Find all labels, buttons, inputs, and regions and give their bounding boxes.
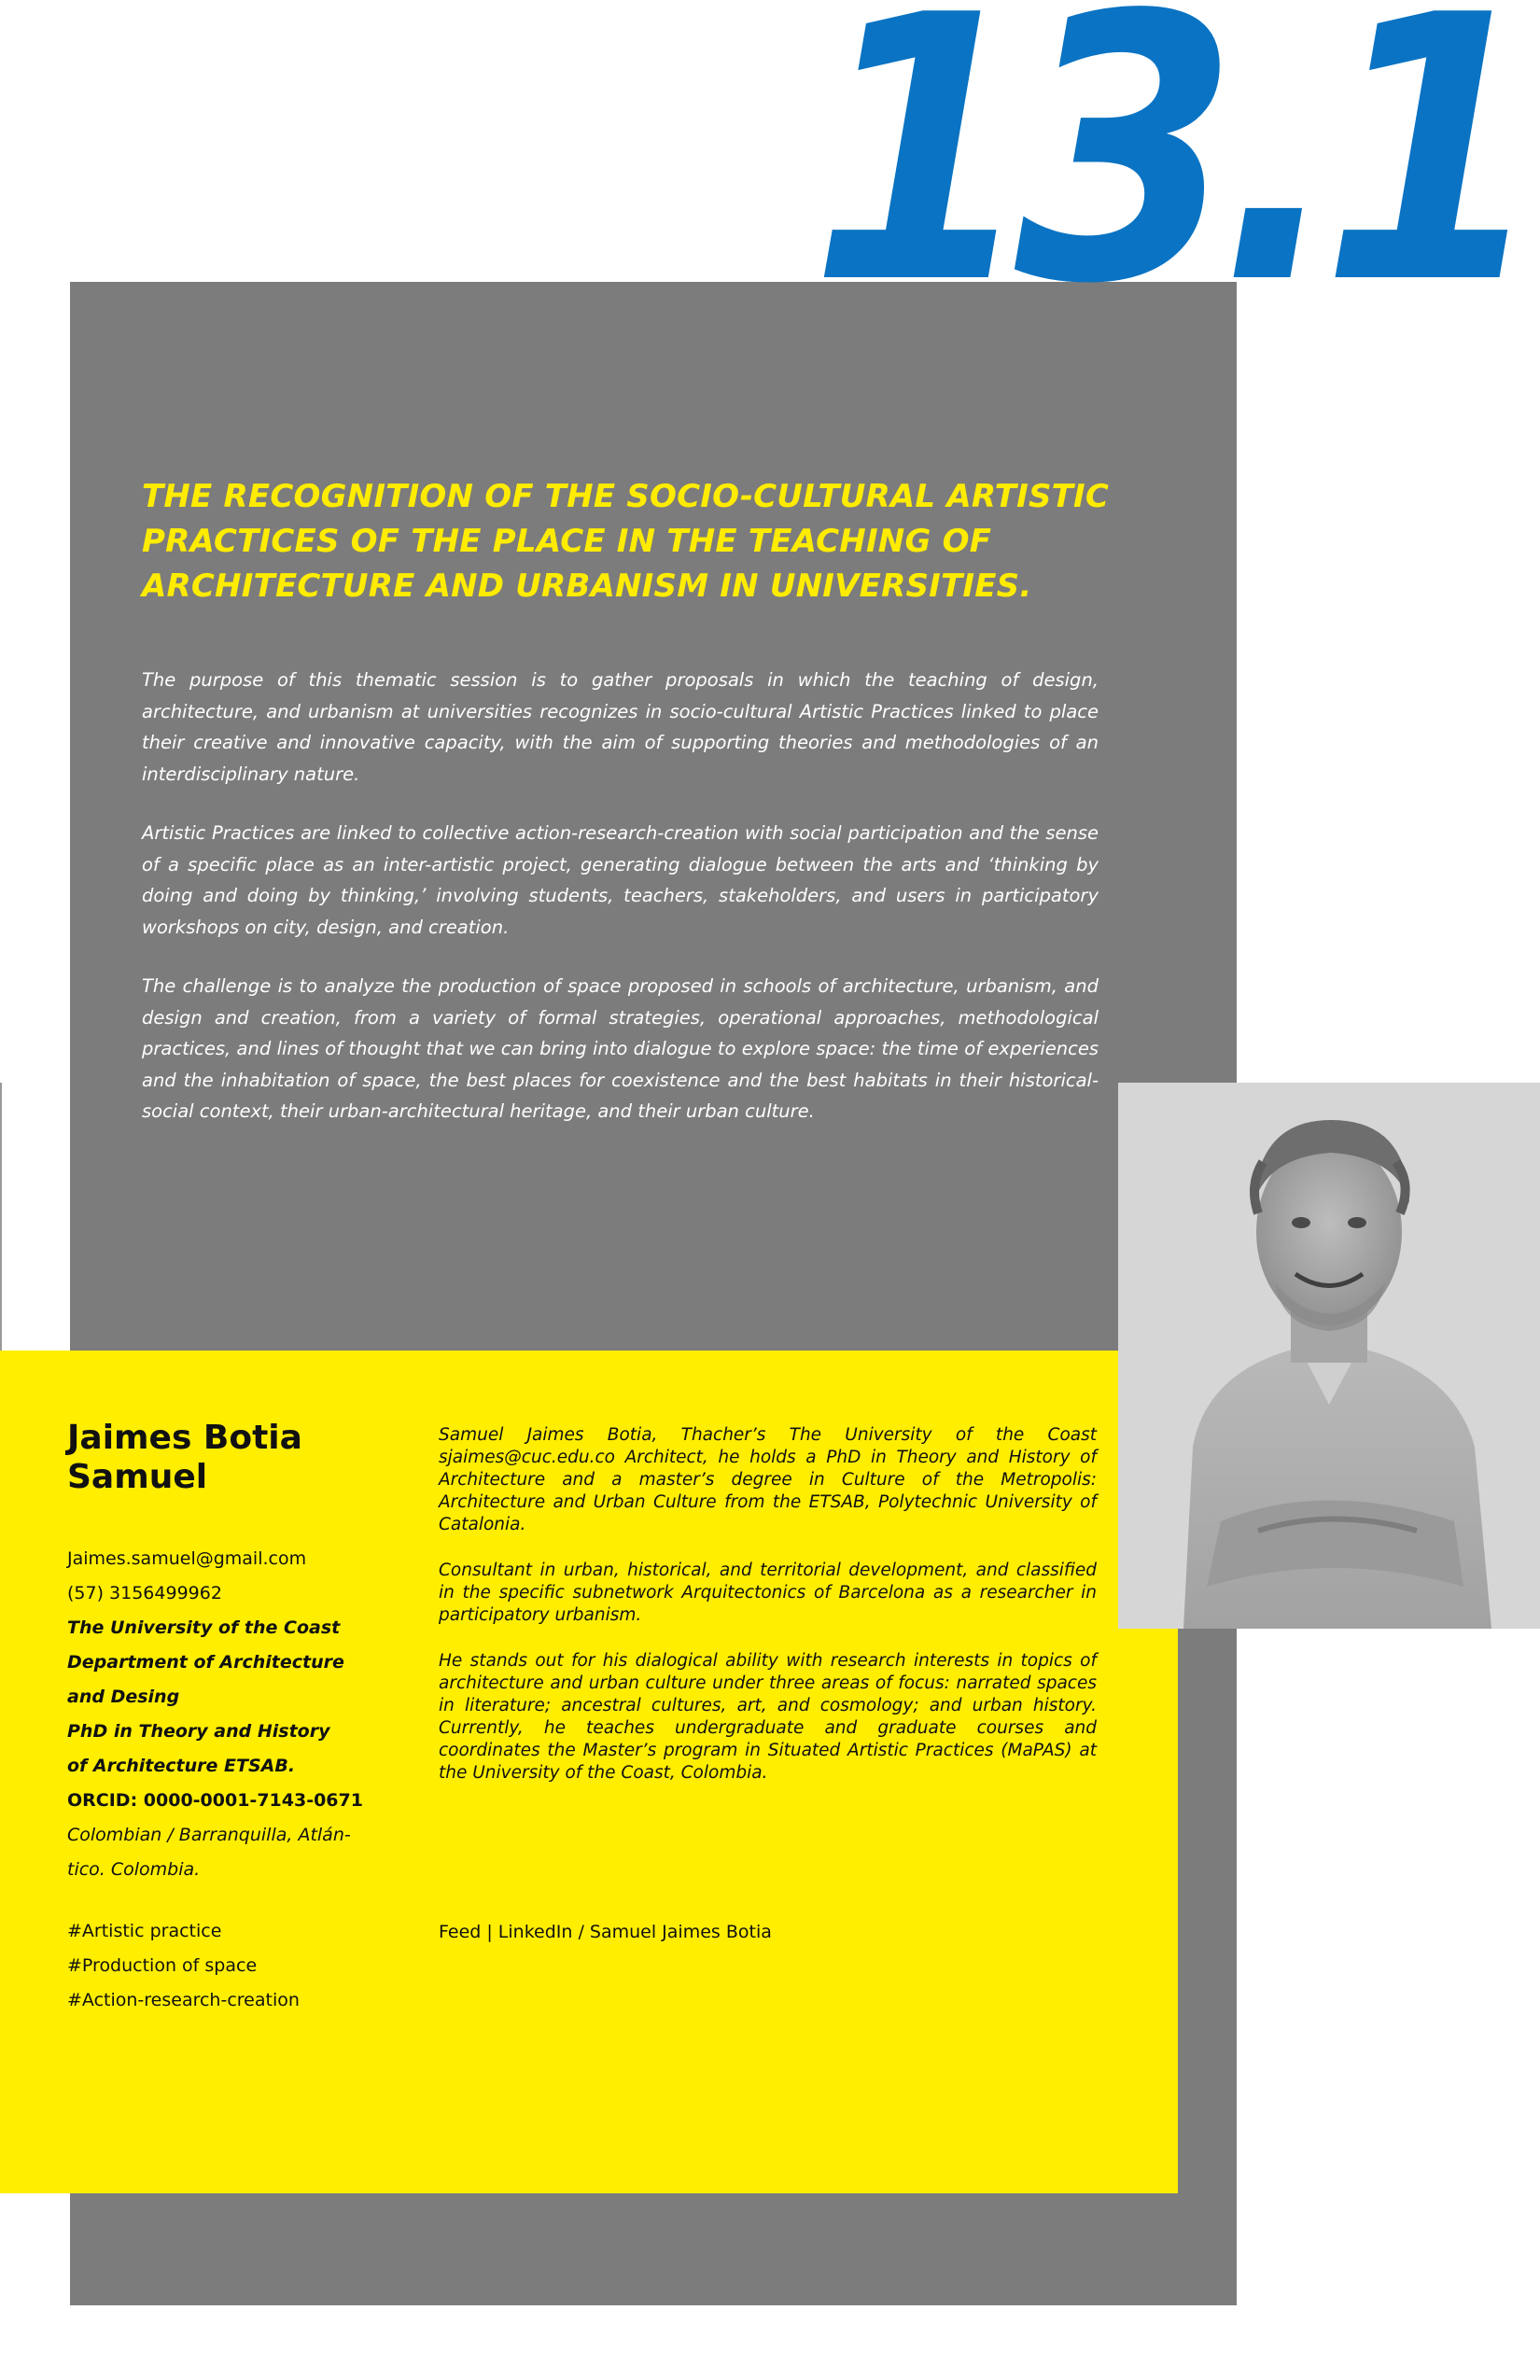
bio-paragraph: Samuel Jaimes Botia, Thacher’s The University of the Coast sjaimes@cuc.edu.co Architect, he holds a PhD in Theory and History of Architecture and a master’s degree in Culture of the Metropolis: Architecture and Urban Culture from the ETSAB, Polytechnic University of Catalonia. bbox=[439, 1425, 1097, 1534]
session-number: 13.1 bbox=[810, 0, 1526, 364]
author-degree: PhD in Theory and History bbox=[67, 1721, 330, 1742]
hashtag-list bbox=[67, 1914, 394, 2018]
author-orcid: ORCID: 0000-0001-7143-0671 bbox=[67, 1790, 363, 1811]
author-email[interactable]: Jaimes.samuel@gmail.com bbox=[67, 1548, 307, 1569]
author-name: Jaimes Botia Samuel bbox=[67, 1419, 302, 1496]
bio-paragraph: Consultant in urban, historical, and territorial development, and classified in the specific subnetwork Arquitectonics of Barcelona as a researcher in participatory urbanism. bbox=[439, 1561, 1097, 1625]
session-paragraph: The challenge is to analyze the production of space proposed in schools of architecture, urbanism, and design and creation, from a variety of formal strategies, operational approaches, methodological practices, and lines of thought that we can bring into dialogue to explore space: the time of experiences and the inhabitation of space, the best places for coexistence and the best habitats in their historical-social context, their urban-architectural heritage, and their urban culture. bbox=[142, 975, 1099, 1122]
author-phone: (57) 3156499962 bbox=[67, 1583, 222, 1603]
author-photo bbox=[1118, 1083, 1540, 1629]
author-location-cont: tico. Colombia. bbox=[67, 1859, 201, 1880]
author-department-cont: and Desing bbox=[67, 1687, 180, 1707]
author-portrait-icon bbox=[1118, 1083, 1540, 1629]
hashtag-item: #Production of space bbox=[67, 1955, 258, 1976]
author-university: The University of the Coast bbox=[67, 1617, 341, 1638]
session-paragraph: Artistic Practices are linked to collective action-research-creation with social participation and the sense of a specific place as an inter-artistic project, generating dialogue between the arts and ‘thinking by doing and doing by thinking,’ involving students, teachers, stakeholders, and users in participatory workshops on city, design, and creation. bbox=[142, 822, 1099, 938]
hashtag-item: #Action-research-creation bbox=[67, 1990, 300, 2010]
hashtag-item: #Artistic practice bbox=[67, 1921, 222, 1941]
session-title: THE RECOGNITION OF THE SOCIO-CULTURAL ARTISTIC PRACTICES OF THE PLACE IN THE TEACHING OF ARCHITECTURE AND URBANISM IN UNIVERSITIES. bbox=[142, 478, 1110, 605]
bio-paragraph: He stands out for his dialogical ability with research interests in topics of architecture and urban culture under three areas of focus: narrated spaces in literature; ancestral cultures, art, and cosmology; and urban history. Currently, he teaches undergraduate and graduate courses and coordinates the Master’s program in Situated Artistic Practices (MaPAS) at the University of the Coast, Colombia. bbox=[439, 1651, 1097, 1783]
session-description bbox=[142, 665, 1099, 1155]
author-bio bbox=[439, 1424, 1097, 1808]
author-contact-info bbox=[67, 1542, 394, 1887]
feed-linkedin-link[interactable]: Feed | LinkedIn / Samuel Jaimes Botia bbox=[439, 1922, 772, 1942]
author-location: Colombian / Barranquilla, Atlán- bbox=[67, 1825, 351, 1845]
session-paragraph: The purpose of this thematic session is to gather proposals in which the teaching of design, architecture, and urbanism at universities recognizes in socio-cultural Artistic Practices linked to place their creative and innovative capacity, with the aim of supporting theories and methodologies of an interdisciplinary nature. bbox=[142, 669, 1099, 785]
left-white-strip bbox=[0, 1083, 70, 1351]
left-edge-line bbox=[0, 1083, 2, 1351]
author-degree-cont: of Architecture ETSAB. bbox=[67, 1756, 296, 1776]
author-department: Department of Architecture bbox=[67, 1652, 344, 1673]
